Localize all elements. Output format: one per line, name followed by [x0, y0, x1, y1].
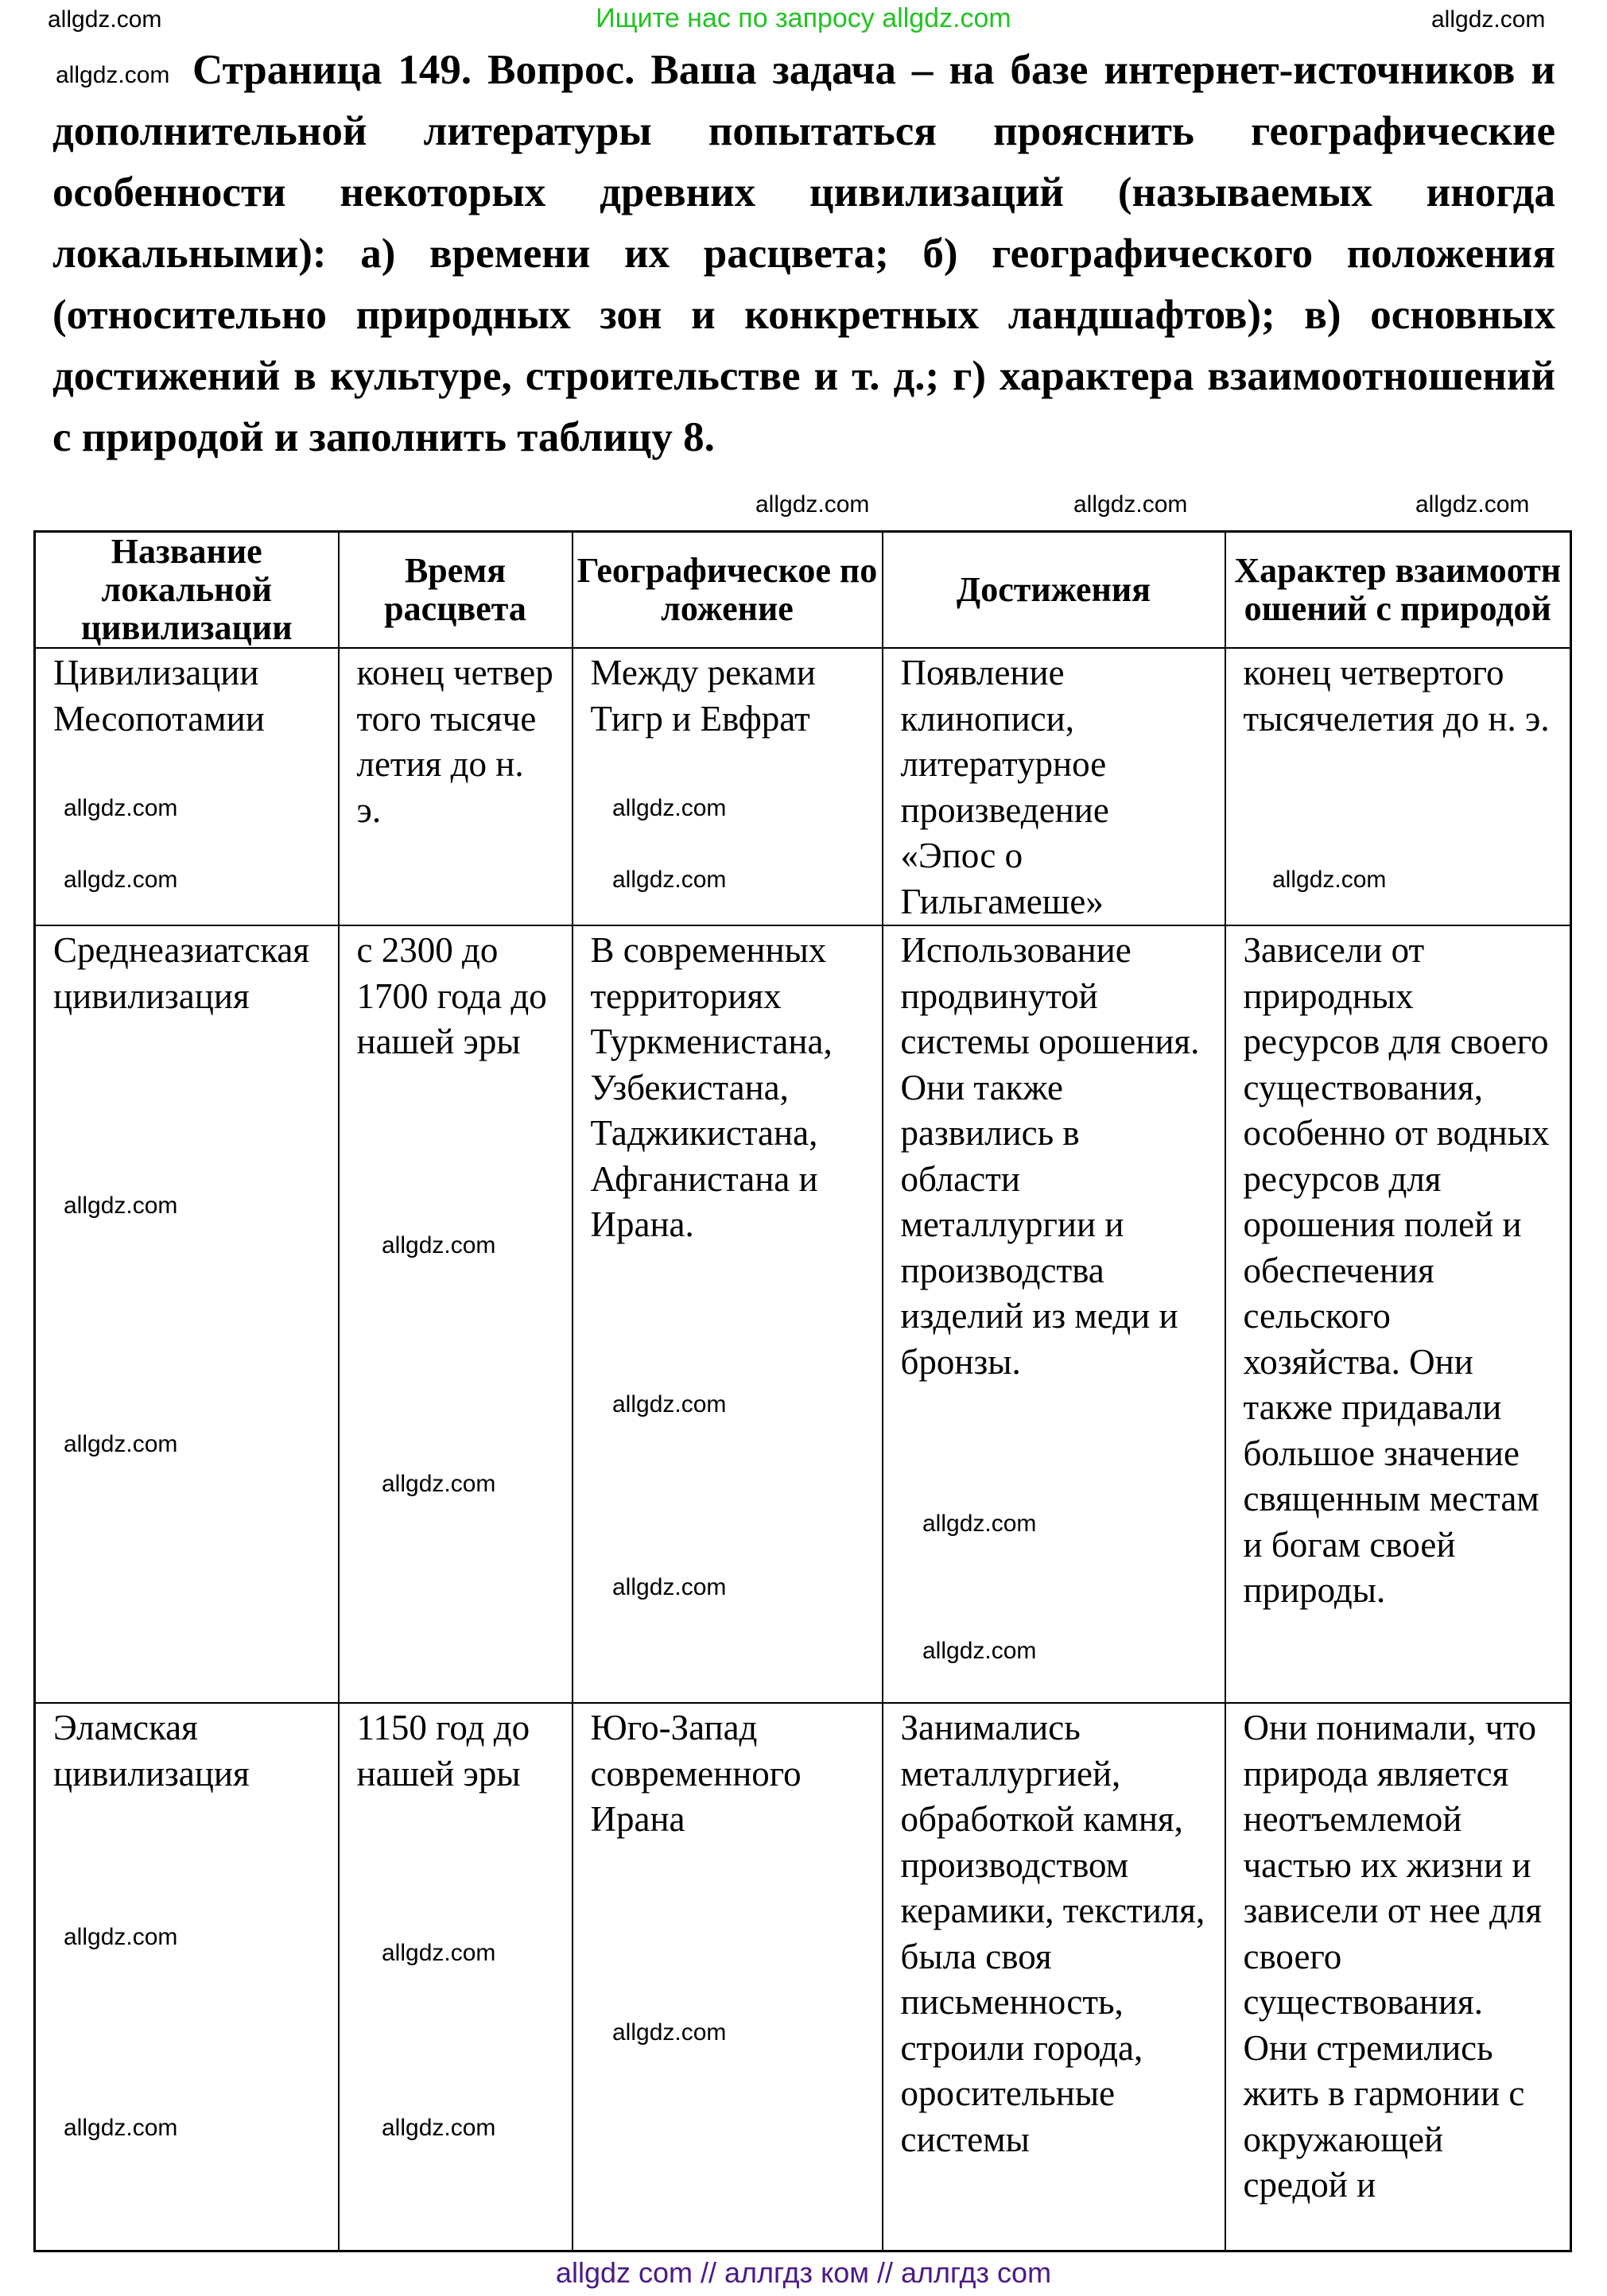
watermark: allgdz.com [1431, 6, 1546, 33]
cell: конец четвертого тысячелетия до н. э. [339, 648, 573, 925]
cell: В современных территориях Туркменистана, Узбекистана, Таджикистана, Афганистана и Ирана. [573, 925, 883, 1703]
cell: Зависели от природных ресурсов для своего существования, особенно от водных ресурсов для орошения полей и обеспечения сельского хозяйства. Они также придавали большое значение священным местам и богам своей природы. [1225, 925, 1571, 1703]
cell: Использование продвинутой системы орошения. Они также развились в области металлургии и производства изделий из меди и бронзы. [883, 925, 1225, 1703]
header-nature: Характер взаимоотношений с природой [1225, 532, 1571, 649]
header-time: Время расцвета [339, 532, 573, 649]
cell: Занимались металлургией, обработкой камня, производством керамики, текстиля, была своя письменность, строили города, оросительные системы [883, 1703, 1225, 2251]
watermark: allgdz.com [382, 1940, 496, 1966]
table-row [35, 1703, 1571, 2251]
watermark: allgdz.com [64, 2115, 178, 2141]
cell: Юго-Запад современного Ирана [573, 1703, 883, 2251]
question-text [52, 40, 1555, 468]
watermark: allgdz.com [382, 1471, 496, 1497]
watermark: allgdz.com [382, 2115, 496, 2141]
watermark: allgdz.com [922, 1638, 1037, 1664]
table-row [35, 925, 1571, 1703]
cell: Эламская цивилизация [35, 1703, 339, 2251]
cell: Между реками Тигр и Евфрат [573, 648, 883, 925]
header-geo: Географическое положение [573, 532, 883, 649]
watermark: allgdz.com [64, 1193, 178, 1219]
bottom-watermark: allgdz com // аллгдз ком // аллгдз com [555, 2256, 1052, 2289]
watermark: allgdz.com [612, 2019, 727, 2046]
watermark: allgdz.com [64, 1431, 178, 1457]
cell: Цивилизации Месопотамии [35, 648, 339, 925]
watermark: allgdz.com [56, 62, 170, 88]
top-watermark: Ищите нас по запросу allgdz.com [596, 3, 1011, 33]
cell: конец четвертого тысячелетия до н. э. [1225, 648, 1571, 925]
watermark: allgdz.com [1073, 491, 1188, 518]
civilizations-table [33, 530, 1572, 2252]
header-name: Название локальной цивилизации [35, 532, 339, 649]
watermark: allgdz.com [64, 867, 178, 893]
watermark: allgdz.com [612, 1391, 727, 1418]
watermark: allgdz.com [64, 1924, 178, 1950]
watermark: allgdz.com [64, 795, 178, 821]
cell: 1150 год до нашей эры [339, 1703, 573, 2251]
watermark: allgdz.com [922, 1511, 1037, 1537]
table-header-row [35, 532, 1571, 649]
cell: Появление клинописи, литературное произведение «Эпос о Гильгамеше» [883, 648, 1225, 925]
watermark: allgdz.com [1415, 491, 1530, 518]
watermark: allgdz.com [1272, 867, 1387, 893]
cell: Они понимали, что природа является неотъемлемой частью их жизни и зависели от нее для своего существования. Они стремились жить в гармонии с окружающей средой и [1225, 1703, 1571, 2251]
watermark: allgdz.com [48, 6, 162, 33]
cell: с 2300 до 1700 года до нашей эры [339, 925, 573, 1703]
question-body: Страница 149. Вопрос. Ваша задача – на базе интернет-источников и дополнительной литературы попытаться прояснить географические особенности некоторых древних цивилизаций (называемых иногда локальными): а) времени их расцвета; б) географического положения (относительно природных зон и конкретных ландшафтов); в) основных достижений в культуре, строительстве и т. д.; г) характера взаимоотношений с природой и заполнить таблицу 8. [52, 47, 1555, 460]
header-achievements: Достижения [883, 532, 1225, 649]
watermark: allgdz.com [382, 1232, 496, 1259]
watermark: allgdz.com [612, 867, 727, 893]
watermark: allgdz.com [612, 795, 727, 821]
watermark: allgdz.com [755, 491, 870, 518]
watermark: allgdz.com [612, 1574, 727, 1600]
cell: Среднеазиатская цивилизация [35, 925, 339, 1703]
